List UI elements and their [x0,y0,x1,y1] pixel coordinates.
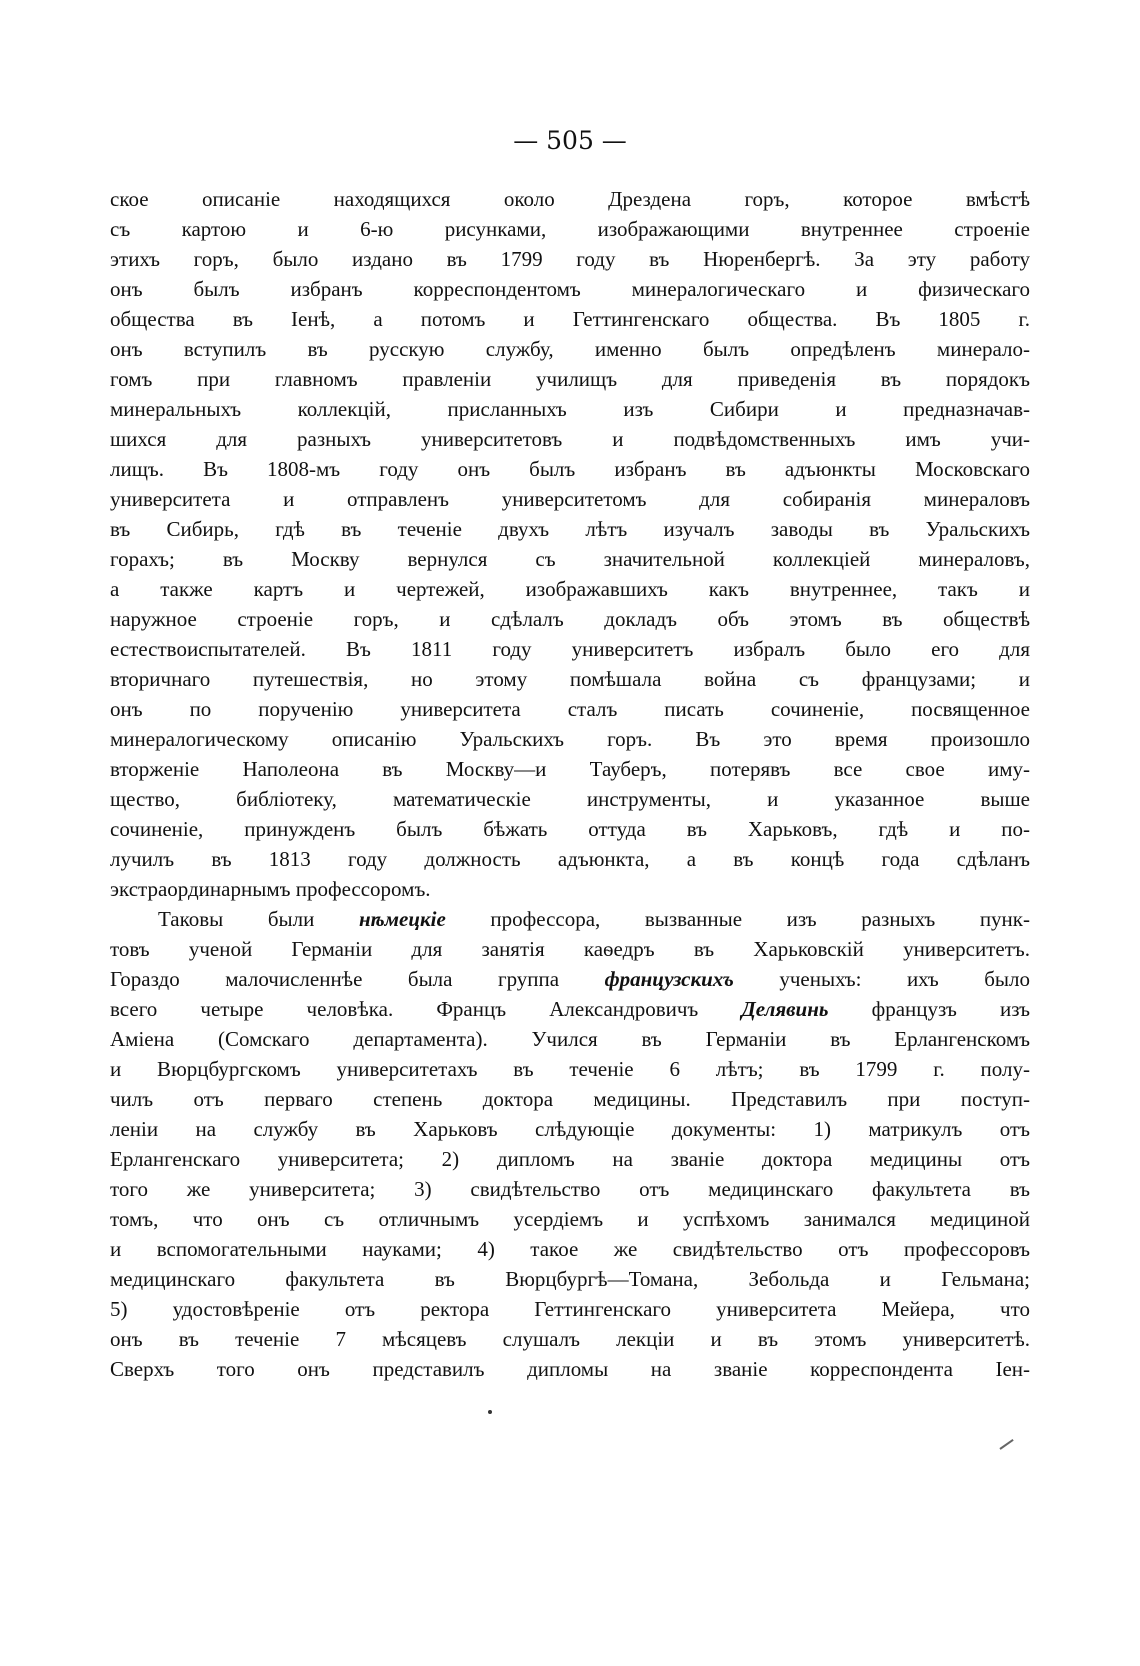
text-line [110,964,1030,994]
text-line: Аміена (Сомскаго департамента). Учился въ Германіи въ Ерлангенскомъ [110,1027,1030,1051]
text-line: леніи на службу въ Харьковъ слѣдующіе документы: 1) матрикулъ отъ [110,1117,1030,1141]
emphasis-french: французскихъ [604,967,734,991]
text-line [110,904,1030,934]
text-line: лучилъ въ 1813 году должность адъюнкта, а въ концѣ года сдѣланъ [110,847,1030,871]
text-run: ученыхъ: ихъ было [733,967,1030,991]
text-line: шихся для разныхъ университетовъ и подвѣдомственныхъ имъ учи- [110,427,1030,451]
text-run: всего четыре человѣка. Францъ Александровичъ [110,997,742,1021]
body-text [110,184,1030,1384]
text-line: щество, библіотеку, математическіе инструменты, и указанное выше [110,787,1030,811]
text-line: онъ въ теченіе 7 мѣсяцевъ слушалъ лекціи и въ этомъ университетѣ. [110,1327,1030,1351]
text-line: и вспомогательными науками; 4) такое же свидѣтельство отъ профессоровъ [110,1237,1030,1261]
text-line: съ картою и 6-ю рисунками, изображающими внутреннее строеніе [110,217,1030,241]
text-line: наружное строеніе горъ, и сдѣлалъ докладъ объ этомъ въ обществѣ [110,607,1030,631]
text-line: лищъ. Въ 1808-мъ году онъ былъ избранъ въ адъюнкты Московскаго [110,457,1030,481]
text-line [110,994,1030,1024]
text-line: естествоиспытателей. Въ 1811 году университетъ избралъ было его для [110,637,1030,661]
text-line: вторичнаго путешествія, но этому помѣшала война съ французами; и [110,667,1030,691]
text-line: онъ по порученію университета сталъ писать сочиненіе, посвященное [110,697,1030,721]
text-line: 5) удостовѣреніе отъ ректора Геттингенскаго университета Мейера, что [110,1297,1030,1321]
text-line: Ерлангенскаго университета; 2) дипломъ на званіе доктора медицины отъ [110,1147,1030,1171]
text-line: ское описаніе находящихся около Дрездена горъ, которое вмѣстѣ [110,187,1030,211]
text-line: минеральныхъ коллекцій, присланныхъ изъ Сибири и предназначав- [110,397,1030,421]
text-line: гомъ при главномъ правленіи училищъ для приведенія въ порядокъ [110,367,1030,391]
text-run: французъ изъ [828,997,1031,1021]
text-line: вторженіе Наполеона въ Москву—и Тауберъ, потерявъ все свое иму- [110,757,1030,781]
text-run: Гораздо малочисленнѣе была группа [110,967,605,991]
text-run: Таковы были [158,907,359,931]
paragraph-2 [110,904,1030,1384]
text-line: въ Сибирь, гдѣ въ теченіе двухъ лѣтъ изучалъ заводы въ Уральскихъ [110,517,1030,541]
text-line: общества въ Іенѣ, а потомъ и Геттингенскаго общества. Въ 1805 г. [110,307,1030,331]
text-line: сочиненіе, принужденъ былъ бѣжать оттуда въ Харьковъ, гдѣ и по- [110,817,1030,841]
text-run: профессора, вызванные изъ разныхъ пунк- [445,907,1030,931]
text-line: университета и отправленъ университетомъ для собиранія минераловъ [110,487,1030,511]
text-line: а также картъ и чертежей, изображавшихъ какъ внутреннее, такъ и [110,577,1030,601]
emphasis-german: нѣмецкіе [358,907,446,931]
text-line: горахъ; въ Москву вернулся съ значительной коллекціей минераловъ, [110,547,1030,571]
text-line: медицинскаго факультета въ Вюрцбургѣ—Томана, Зебольда и Гельмана; [110,1267,1030,1291]
pencil-mark [999,1439,1013,1450]
text-line: онъ былъ избранъ корреспондентомъ минералогическаго и физическаго [110,277,1030,301]
text-line: этихъ горъ, было издано въ 1799 году въ Нюренбергѣ. За эту работу [110,247,1030,271]
ink-speck [488,1410,492,1414]
text-line: томъ, что онъ съ отличнымъ усердіемъ и успѣхомъ занимался медициной [110,1207,1030,1231]
text-line: экстраординарнымъ профессоромъ. [110,877,431,901]
emphasis-name: Делявинь [741,997,829,1021]
page-number: — 505 — [513,126,627,155]
text-line: минералогическому описанію Уральскихъ горъ. Въ это время произошло [110,727,1030,751]
text-line: онъ вступилъ въ русскую службу, именно былъ опредѣленъ минерало- [110,337,1030,361]
text-line: и Вюрцбургскомъ университетахъ въ теченіе 6 лѣтъ; въ 1799 г. полу- [110,1057,1030,1081]
text-line: того же университета; 3) свидѣтельство отъ медицинскаго факультета въ [110,1177,1030,1201]
text-line: Сверхъ того онъ представилъ дипломы на званіе корреспондента Іен- [110,1357,1030,1381]
text-line: чилъ отъ перваго степень доктора медицины. Представилъ при поступ- [110,1087,1030,1111]
paragraph-1 [110,184,1030,904]
text-line: товъ ученой Германіи для занятія каѳедръ въ Харьковскій университетъ. [110,937,1030,961]
